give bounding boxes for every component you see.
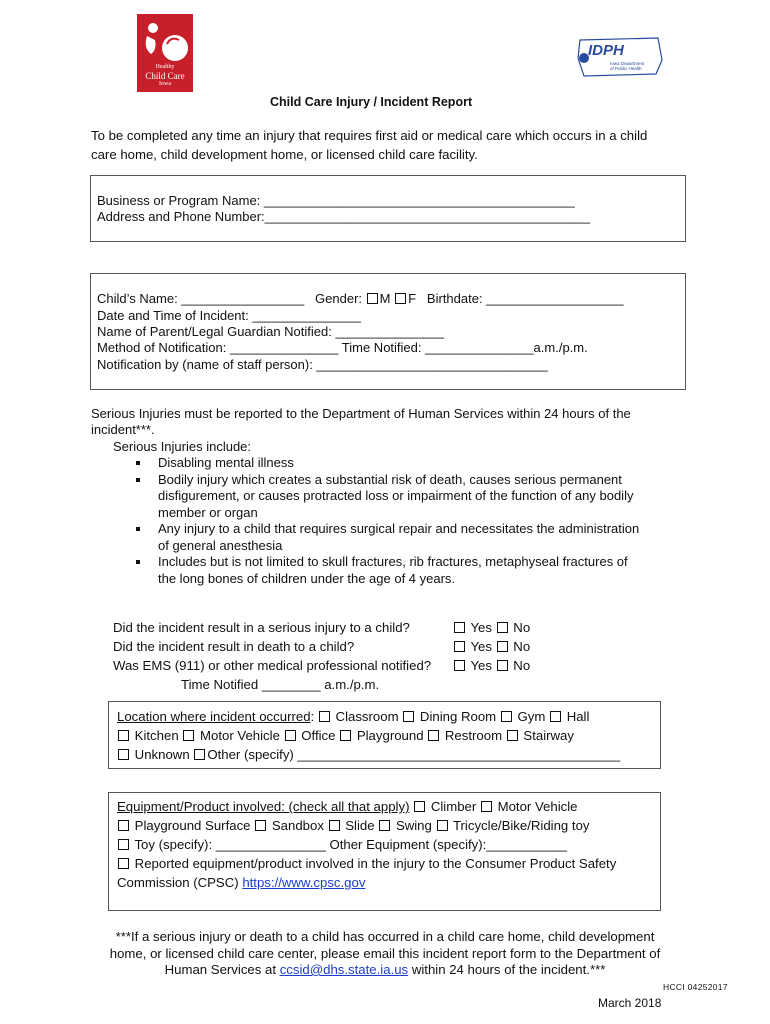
idph-logo — [574, 34, 666, 84]
cpsc-link[interactable]: https://www.cpsc.gov — [242, 875, 366, 890]
equipment-label: Equipment/Product involved: (check all that apply) — [117, 799, 410, 814]
equipment-other-field[interactable]: Other Equipment (specify):___________ — [329, 837, 567, 852]
equipment-slide-checkbox[interactable] — [329, 820, 340, 831]
q1-no-checkbox[interactable] — [497, 622, 508, 633]
idph-subtext-2: of Public Health — [610, 66, 642, 71]
footer-line-1: ***If a serious injury or death to a child has occurred in a child care home, child development — [115, 929, 655, 944]
q2-yes-checkbox[interactable] — [454, 641, 465, 652]
gender-m-checkbox[interactable] — [367, 293, 378, 304]
bullet-square-icon — [136, 560, 140, 564]
location-row-1: Location where incident occurred: Classroom Dining Room Gym Hall — [117, 709, 590, 724]
idph-logo-text: IDPH — [588, 42, 624, 59]
serious-line-1: Serious Injuries must be reported to the Department of Human Services within 24 hours of the — [91, 406, 631, 421]
footer-line-3: Human Services at ccsid@dhs.state.ia.us within 24 hours of the incident.*** — [164, 962, 606, 977]
page-title: Child Care Injury / Incident Report — [270, 95, 473, 109]
equipment-playground-surface-checkbox[interactable] — [118, 820, 129, 831]
bullet-square-icon — [136, 461, 140, 465]
business-name-field[interactable]: Business or Program Name: ___________________________________________ — [97, 193, 575, 208]
question-ems: Was EMS (911) or other medical professional notified? Yes No — [113, 658, 531, 673]
q3-yes-checkbox[interactable] — [454, 660, 465, 671]
location-kitchen-checkbox[interactable] — [118, 730, 129, 741]
bullet-item: Disabling mental illness — [158, 455, 639, 472]
footer-line-2: home, or licensed child care center, please email this incident report form to the Department of — [109, 945, 661, 961]
intro-text — [91, 126, 647, 164]
date-time-field[interactable]: Date and Time of Incident: _______________ — [97, 308, 361, 323]
equipment-motor-vehicle-checkbox[interactable] — [481, 801, 492, 812]
serious-questions — [113, 618, 530, 694]
location-other-field[interactable]: Other (specify) ____________________________________________ — [207, 747, 621, 762]
equipment-row-2: Playground Surface Sandbox Slide Swing Tricycle/Bike/Riding toy — [117, 816, 616, 835]
logo-text-iowa: Iowa — [159, 81, 171, 87]
ems-time-notified-field[interactable]: Time Notified ________ a.m./p.m. — [181, 677, 380, 692]
location-dining-room-checkbox[interactable] — [403, 711, 414, 722]
serious-include-heading: Serious Injuries include: — [113, 439, 252, 454]
q3-no-checkbox[interactable] — [497, 660, 508, 671]
location-gym-checkbox[interactable] — [501, 711, 512, 722]
bullet-continuation: member or organ — [158, 504, 258, 520]
location-restroom-checkbox[interactable] — [428, 730, 439, 741]
bullet-continuation: the long bones of children under the age of 4 years. — [158, 570, 456, 586]
idph-subtext-1: Iowa Department — [610, 61, 645, 66]
equipment-row-3 — [117, 835, 616, 854]
equipment-reported-cpsc-checkbox[interactable] — [118, 858, 129, 869]
equipment-row-5: Commission (CPSC) https://www.cpsc.gov — [117, 875, 366, 890]
bullet-continuation: disfigurement, or causes protracted loss or impairment of the function of any bodily — [158, 488, 634, 503]
equipment-toy-field[interactable]: Toy (specify): _______________ — [134, 837, 326, 852]
equipment-swing-checkbox[interactable] — [379, 820, 390, 831]
gender-label: Gender: — [315, 291, 363, 306]
parent-notified-field[interactable]: Name of Parent/Legal Guardian Notified: _______________ — [97, 324, 444, 339]
equipment-row-1: Equipment/Product involved: (check all that apply) Climber Motor Vehicle — [117, 799, 578, 814]
equipment-toy-checkbox[interactable] — [118, 839, 129, 850]
equipment-options — [117, 797, 616, 892]
location-options — [117, 707, 620, 764]
q1-yes-checkbox[interactable] — [454, 622, 465, 633]
location-row-3: Unknown Other (specify) ____________________________________________ — [117, 745, 620, 764]
location-stairway-checkbox[interactable] — [507, 730, 518, 741]
location-office-checkbox[interactable] — [285, 730, 296, 741]
location-hall-checkbox[interactable] — [550, 711, 561, 722]
dhs-email-link[interactable]: ccsid@dhs.state.ia.us — [279, 962, 409, 977]
gender-m-label: M — [379, 291, 391, 306]
q2-no-checkbox[interactable] — [497, 641, 508, 652]
location-other-checkbox[interactable] — [194, 749, 205, 760]
bullet-item: Any injury to a child that requires surgical repair and necessitates the administration — [158, 521, 639, 538]
healthy-child-care-iowa-logo — [137, 14, 193, 92]
equipment-climber-checkbox[interactable] — [414, 801, 425, 812]
location-playground-checkbox[interactable] — [340, 730, 351, 741]
equipment-tricycle-checkbox[interactable] — [437, 820, 448, 831]
birthdate-field[interactable]: Birthdate: ___________________ — [426, 291, 624, 306]
bullet-continuation: of general anesthesia — [158, 537, 283, 553]
notification-method-field[interactable]: Method of Notification: _______________ Time Notified: _______________a.m./p.m. — [97, 340, 588, 355]
question-death: Did the incident result in death to a child? Yes No — [113, 639, 531, 654]
gender-f-label: F — [408, 291, 417, 306]
notified-by-field[interactable]: Notification by (name of staff person): ________________________________ — [97, 357, 548, 372]
location-unknown-checkbox[interactable] — [118, 749, 129, 760]
bullet-square-icon — [136, 478, 140, 482]
form-code: HCCI 04252017 — [663, 982, 728, 992]
logo-text-healthy: Healthy — [155, 64, 175, 70]
bullet-item: Bodily injury which creates a substantial risk of death, causes serious permanent — [158, 472, 639, 489]
footer-notice — [0, 929, 770, 979]
equipment-row-4: Reported equipment/product involved in the injury to the Consumer Product Safety — [117, 854, 616, 873]
child-name-field[interactable]: Child’s Name: _________________ — [97, 291, 305, 306]
location-classroom-checkbox[interactable] — [319, 711, 330, 722]
equipment-sandbox-checkbox[interactable] — [255, 820, 266, 831]
gender-f-checkbox[interactable] — [395, 293, 406, 304]
serious-injury-list — [158, 455, 639, 587]
bullet-square-icon — [136, 527, 140, 531]
question-serious-injury: Did the incident result in a serious injury to a child? Yes No — [113, 620, 531, 635]
form-date: March 2018 — [598, 996, 662, 1010]
child-info-row-1 — [97, 291, 624, 308]
location-label: Location where incident occurred — [117, 709, 311, 724]
location-row-2: Kitchen Motor Vehicle Office Playground Restroom Stairway — [117, 726, 620, 745]
serious-line-2: incident***. — [91, 422, 155, 437]
intro-line-1: To be completed any time an injury that requires first aid or medical care which occurs in a child — [91, 128, 648, 143]
location-motor-vehicle-checkbox[interactable] — [183, 730, 194, 741]
bullet-item: Includes but is not limited to skull fractures, rib fractures, metaphyseal fractures of — [158, 554, 639, 571]
logo-text-child-care: Child Care — [145, 71, 185, 81]
intro-line-2: care home, child development home, or licensed child care facility. — [91, 147, 478, 162]
address-phone-field[interactable]: Address and Phone Number:_____________________________________________ — [97, 209, 591, 224]
